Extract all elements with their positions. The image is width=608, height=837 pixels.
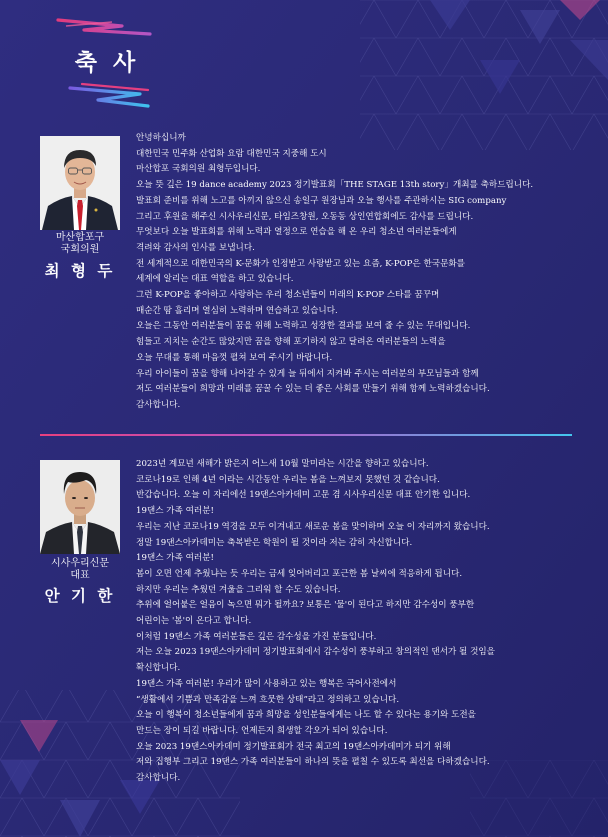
speech-line: 세계에 알리는 대표 역할을 하고 있습니다.: [136, 274, 294, 285]
speech-line: 오늘 2023 19댄스아카데미 정기발표회가 전국 최고의 19댄스아카데미가 되기 위해: [136, 741, 451, 752]
speech-line: 전 세계적으로 대한민국의 K-문화가 인정받고 사랑받고 있는 요즘, K-POP은 한국문화를: [136, 258, 465, 269]
speech-line: 하지만 우리는 추웠던 겨울을 그리워 할 수도 있습니다.: [136, 584, 341, 595]
speech-line: 저와 집행부 그리고 19댄스 가족 여러분들이 하나의 뜻을 펼칠 수 있도록 최선을 다하겠습니다.: [136, 757, 490, 768]
portrait-image: [40, 136, 120, 230]
page-title: 축 사: [74, 50, 140, 76]
speech-line: 대한민국 민주화 산업화 요람 대한민국 지중해 도시: [136, 148, 327, 159]
speech-line: 감사합니다.: [136, 399, 181, 410]
speech-line: 오늘은 그동안 여러분들이 꿈을 위해 노력하고 성장한 결과를 보여 줄 수 있는 무대입니다.: [136, 321, 471, 332]
speech-line: 오늘 이 행복이 청소년들에게 꿈과 희망을 성인분들에게는 나도 할 수 있다는 용기와 도전을: [136, 710, 476, 721]
role-line: 시사우리신문: [51, 558, 109, 569]
speech-line: 우리 아이들이 꿈을 향해 나아갈 수 있게 늘 뒤에서 지켜봐 주시는 여러분의 부모님들과 함께: [136, 368, 479, 379]
speaker-photo-ahn: [40, 460, 120, 554]
speech-line: 코로나19로 인해 4년 이라는 시간동안 우리는 봄을 느껴보지 못했던 것 같습니다.: [136, 474, 440, 485]
section-divider: [40, 434, 572, 436]
speaker-role-choi: [32, 232, 128, 256]
speech-line: 그리고 후원을 해주신 시사우리신문, 타임즈창원, 오동동 상인연합회에도 감사를 드립니다.: [136, 211, 474, 222]
speech-line: 무엇보다 오늘 발표회를 위해 노력과 열정으로 연습을 해 온 우리 청소년 여러분들에게: [136, 227, 457, 238]
speech-line: 오늘 뜻 깊은 19 dance academy 2023 정기발표회「THE STAGE 13th story」개최를 축하드립니다.: [136, 180, 534, 191]
speech-line: 우리는 지난 코로나19 역경을 모두 이겨내고 새로운 봄을 맞이하며 오늘 이 자리까지 왔습니다.: [136, 521, 490, 532]
speech-line: 마산합포 국회의원 최형두입니다.: [136, 164, 261, 175]
speech-line: 2023년 계묘년 새해가 밝은지 어느새 10월 말미라는 시간을 향하고 있습니다.: [136, 459, 429, 469]
speech-line: 감사합니다.: [136, 773, 181, 784]
speech-line: 이처럼 19댄스 가족 여러분들은 깊은 감수성을 가진 분들입니다.: [136, 631, 377, 642]
speech-line: 확신합니다.: [136, 663, 181, 674]
speech-line: 안녕하십니까: [136, 133, 186, 143]
speech-line: 저도 여러분들이 희망과 미래를 꿈꿀 수 있는 더 좋은 사회를 만들기 위해 함께 노력하겠습니다.: [136, 384, 490, 395]
speech-body-choi: [136, 131, 586, 414]
speech-line: 19댄스 가족 여러분!: [136, 553, 214, 564]
speech-line: 반갑습니다. 오늘 이 자리에선 19댄스아카데미 고문 겸 시사우리신문 대표 안기한 입니다.: [136, 490, 471, 501]
speech-line: “생활에서 기쁨과 만족감을 느껴 흐뭇한 상태”라고 정의하고 있습니다.: [136, 694, 400, 705]
role-line: 대표: [70, 570, 90, 581]
speech-line: 정말 19댄스아카데미는 축복받은 학원이 될 것이라 저는 감히 자신합니다.: [136, 537, 413, 548]
speech-line: 봄이 오면 언제 추웠냐는 듯 우리는 금세 잊어버리고 포근한 봄 날씨에 적응하게 됩니다.: [136, 568, 463, 579]
speaker-name-choi: 최 형 두: [44, 262, 116, 280]
portrait-image: [40, 460, 120, 554]
speech-line: 저는 오늘 2023 19댄스아카데미 정기발표회에서 감수성이 풍부하고 창의적인 댄서가 될 것임을: [136, 647, 495, 658]
role-line: 국회의원: [60, 244, 100, 255]
speaker-photo-choi: [40, 136, 120, 230]
speech-line: 그런 K-POP을 좋아하고 사랑하는 우리 청소년들이 미래의 K-POP 스타를 꿈꾸며: [136, 290, 440, 301]
speech-line: 힘들고 지치는 순간도 많았지만 꿈을 향해 포기하지 않고 달려온 여러분들의 노력을: [136, 337, 446, 348]
speech-line: 추위에 얼어붙은 얼음이 녹으면 뭐가 될까요? 보통은 '물'이 된다고 하지만 감수성이 풍부한: [136, 600, 475, 611]
speech-line: 격려와 감사의 인사를 보냅니다.: [136, 242, 255, 253]
role-line: 마산합포구: [55, 232, 105, 243]
speech-line: 19댄스 가족 여러분!: [136, 506, 214, 517]
speaker-role-ahn: [32, 558, 128, 582]
speech-line: 19댄스 가족 여러분! 우리가 많이 사용하고 있는 행복은 국어사전에서: [136, 678, 397, 689]
speaker-name-ahn: 안 기 한: [44, 587, 116, 605]
page-title-block: [52, 14, 162, 110]
speech-body-ahn: [136, 457, 586, 787]
speech-line: 만드는 장이 되길 바랍니다. 언제든지 희생할 각오가 되어 있습니다.: [136, 725, 388, 736]
speech-line: 발표회 준비를 위해 노고를 아끼지 않으신 송일구 원장님과 오늘 행사를 주관하시는 SIG company: [136, 195, 507, 206]
speech-line: 매순간 땀 흘리며 열심히 노력하며 연습하고 있습니다.: [136, 305, 338, 316]
speech-line: 어린이는 '봄'이 온다고 합니다.: [136, 616, 252, 627]
speech-line: 오늘 무대를 통해 마음껏 펼쳐 보여 주시기 바랍니다.: [136, 352, 333, 363]
